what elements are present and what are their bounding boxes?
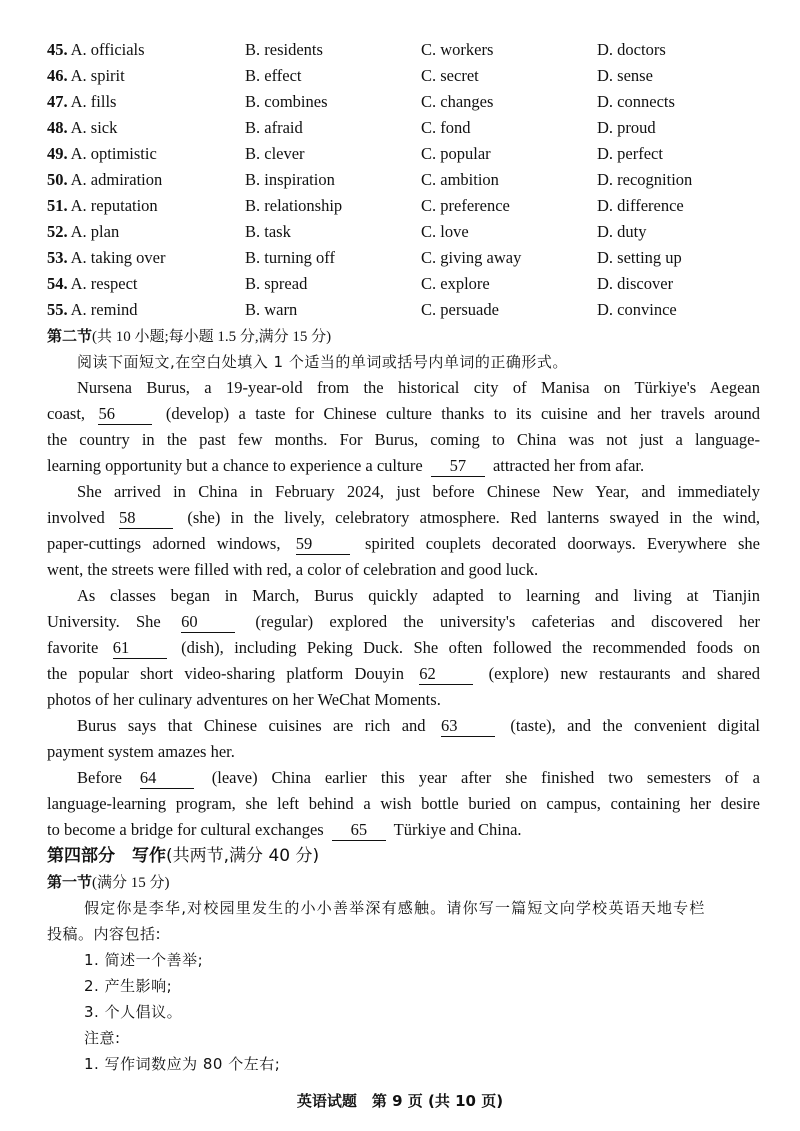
passage-text: paper-cuttings adorned windows, [47, 534, 281, 553]
cloze-blank: 58 [119, 508, 173, 529]
passage-line [47, 687, 760, 713]
question-row [47, 63, 760, 89]
cloze-blank: 59 [296, 534, 350, 555]
question-row [47, 271, 760, 297]
passage-text: favorite [47, 638, 99, 657]
question-number: 50. [47, 170, 68, 189]
question-row [47, 245, 760, 271]
cloze-blank: 63 [441, 716, 495, 737]
question-number: 52. [47, 222, 68, 241]
passage-text: As classes began in March, Burus quickly adapted to learning and living at Tianjin [77, 586, 760, 605]
option-a [47, 193, 245, 219]
option-d: D. proud [597, 118, 656, 137]
passage-line [47, 453, 760, 479]
question-row [47, 297, 760, 323]
multiple-choice-options [47, 37, 760, 323]
page-footer: 英语试题 第 9 页 (共 10 页) [296, 1092, 504, 1110]
question-row [47, 219, 760, 245]
passage-text: learning opportunity but a chance to experience a culture [47, 456, 423, 475]
question-number: 49. [47, 144, 68, 163]
option-b: B. residents [245, 40, 323, 59]
option-c: C. ambition [421, 170, 499, 189]
content-item: 3. 个人倡议。 [84, 1003, 183, 1021]
writing-prompt-line1: 假定你是李华,对校园里发生的小小善举深有感触。请你写一篇短文向学校英语天地专栏 [84, 899, 706, 917]
option-c: C. persuade [421, 300, 499, 319]
option-text: A. respect [70, 274, 138, 293]
option-d: D. discover [597, 274, 674, 293]
passage-text: (regular) explored the university's cafeterias and discovered her [255, 612, 761, 631]
passage-line [47, 661, 760, 687]
option-d: D. connects [597, 92, 675, 111]
passage-text: to become a bridge for cultural exchanges [47, 820, 324, 839]
option-c: C. fond [421, 118, 471, 137]
passage-text: went, the streets were filled with red, a color of celebration and good luck. [47, 560, 539, 579]
option-d: D. setting up [597, 248, 682, 267]
option-a [47, 89, 245, 115]
cloze-blank: 65 [332, 820, 386, 841]
passage-text: Nursena Burus, a 19-year-old from the historical city of Manisa on Türkiye's Aegean [77, 378, 760, 397]
part4-title: 第四部分 写作 [47, 846, 166, 866]
writing-section1-heading [47, 869, 760, 895]
section1-title: 第一节 [47, 873, 93, 891]
option-b: B. warn [245, 300, 298, 319]
option-text: A. officials [70, 40, 145, 59]
section2-heading [47, 323, 760, 349]
passage-line [47, 765, 760, 791]
option-b: B. effect [245, 66, 302, 85]
content-item: 2. 产生影响; [84, 977, 173, 995]
question-row [47, 37, 760, 63]
option-b: B. afraid [245, 118, 303, 137]
option-text: A. reputation [70, 196, 158, 215]
passage-text: coast, [47, 404, 86, 423]
part4-heading [47, 843, 760, 869]
question-row [47, 167, 760, 193]
question-row [47, 141, 760, 167]
passage-line [47, 635, 760, 661]
passage-text: (explore) new restaurants and shared [488, 664, 761, 683]
section2-scoring: (共 10 小题;每小题 1.5 分,满分 15 分) [92, 329, 332, 345]
content-item: 1. 简述一个善举; [84, 951, 204, 969]
option-text: A. spirit [70, 66, 125, 85]
section1-scoring: (满分 15 分) [92, 875, 170, 891]
option-a [47, 219, 245, 245]
passage-text: (taste), and the convenient digital [510, 716, 761, 735]
cloze-blank: 60 [181, 612, 235, 633]
passage-text: language-learning program, she left behind a wish bottle buried on campus, containing her desire [47, 794, 760, 813]
option-b: B. inspiration [245, 170, 335, 189]
passage-line [47, 791, 760, 817]
option-c: C. explore [421, 274, 490, 293]
option-text: A. plan [70, 222, 120, 241]
cloze-blank: 57 [431, 456, 485, 477]
passage-text: the country in the past few months. For Burus, coming to China was not just a language- [47, 430, 760, 449]
option-b: B. combines [245, 92, 328, 111]
option-b: B. task [245, 222, 291, 241]
question-number: 48. [47, 118, 68, 137]
option-a [47, 115, 245, 141]
passage-line [47, 739, 760, 765]
passage-line [47, 427, 760, 453]
option-c: C. changes [421, 92, 494, 111]
cloze-blank: 62 [419, 664, 473, 685]
note-item: 1. 写作词数应为 80 个左右; [84, 1055, 281, 1073]
question-number: 47. [47, 92, 68, 111]
passage-text: Before [77, 768, 122, 787]
option-b: B. turning off [245, 248, 335, 267]
passage-text: (develop) a taste for Chinese culture thanks to its cuisine and her travels around [165, 404, 761, 423]
option-a [47, 167, 245, 193]
passage-text: involved [47, 508, 105, 527]
cloze-blank: 56 [98, 404, 152, 425]
passage-line [47, 479, 760, 505]
option-c: C. giving away [421, 248, 522, 267]
question-row [47, 89, 760, 115]
option-a [47, 141, 245, 167]
option-text: A. remind [70, 300, 138, 319]
option-d: D. doctors [597, 40, 666, 59]
passage-text: She arrived in China in February 2024, just before Chinese New Year, and immediately [77, 482, 760, 501]
passage-line [47, 505, 760, 531]
passage-text: photos of her culinary adventures on her WeChat Moments. [47, 690, 441, 709]
option-d: D. perfect [597, 144, 663, 163]
option-c: C. love [421, 222, 469, 241]
option-text: A. admiration [70, 170, 163, 189]
passage-text: Türkiye and China. [393, 820, 522, 839]
passage-line [47, 375, 760, 401]
option-a [47, 37, 245, 63]
option-a [47, 297, 245, 323]
passage-text: spirited couplets decorated doorways. Everywhere she [365, 534, 760, 553]
passage-line [47, 817, 760, 843]
passage-text: (leave) China earlier this year after she finished two semesters of a [211, 768, 760, 787]
passage-text: payment system amazes her. [47, 742, 235, 761]
option-d: D. sense [597, 66, 653, 85]
option-b: B. clever [245, 144, 305, 163]
passage-line [47, 713, 760, 739]
question-number: 51. [47, 196, 68, 215]
passage-text: Burus says that Chinese cuisines are rich and [77, 716, 426, 735]
option-c: C. secret [421, 66, 479, 85]
option-b: B. relationship [245, 196, 343, 215]
question-row [47, 193, 760, 219]
passage-line [47, 531, 760, 557]
cloze-blank: 61 [113, 638, 167, 659]
option-a [47, 63, 245, 89]
passage-text: University. She [47, 612, 161, 631]
option-c: C. popular [421, 144, 491, 163]
question-row [47, 115, 760, 141]
part4-scoring: (共两节,满分 40 分) [166, 846, 320, 866]
passage-line [47, 557, 760, 583]
passage-text: (dish), including Peking Duck. She often followed the recommended foods on [181, 638, 761, 657]
question-number: 54. [47, 274, 68, 293]
passage-line [47, 401, 760, 427]
option-d: D. duty [597, 222, 647, 241]
question-number: 45. [47, 40, 68, 59]
passage-text: attracted her from afar. [492, 456, 645, 475]
section2-instruction: 阅读下面短文,在空白处填入 1 个适当的单词或括号内单词的正确形式。 [77, 353, 568, 371]
option-a [47, 271, 245, 297]
option-c: C. workers [421, 40, 494, 59]
question-number: 46. [47, 66, 68, 85]
option-d: D. recognition [597, 170, 693, 189]
option-text: A. fills [70, 92, 117, 111]
note-label: 注意: [84, 1029, 121, 1047]
option-a [47, 245, 245, 271]
option-text: A. optimistic [70, 144, 157, 163]
section2-title: 第二节 [47, 327, 93, 345]
option-b: B. spread [245, 274, 308, 293]
option-c: C. preference [421, 196, 510, 215]
passage-line [47, 609, 760, 635]
question-number: 55. [47, 300, 68, 319]
passage-text: (she) in the lively, celebratory atmosphere. Red lanterns swayed in the wind, [187, 508, 760, 527]
passage-text: the popular short video-sharing platform Douyin [47, 664, 405, 683]
cloze-blank: 64 [140, 768, 194, 789]
exam-page-content [47, 37, 760, 1077]
cloze-passage [47, 375, 760, 843]
option-d: D. convince [597, 300, 677, 319]
writing-prompt-line2: 投稿。内容包括: [47, 925, 162, 943]
passage-line [47, 583, 760, 609]
option-text: A. sick [70, 118, 118, 137]
question-number: 53. [47, 248, 68, 267]
option-d: D. difference [597, 196, 684, 215]
option-text: A. taking over [70, 248, 166, 267]
